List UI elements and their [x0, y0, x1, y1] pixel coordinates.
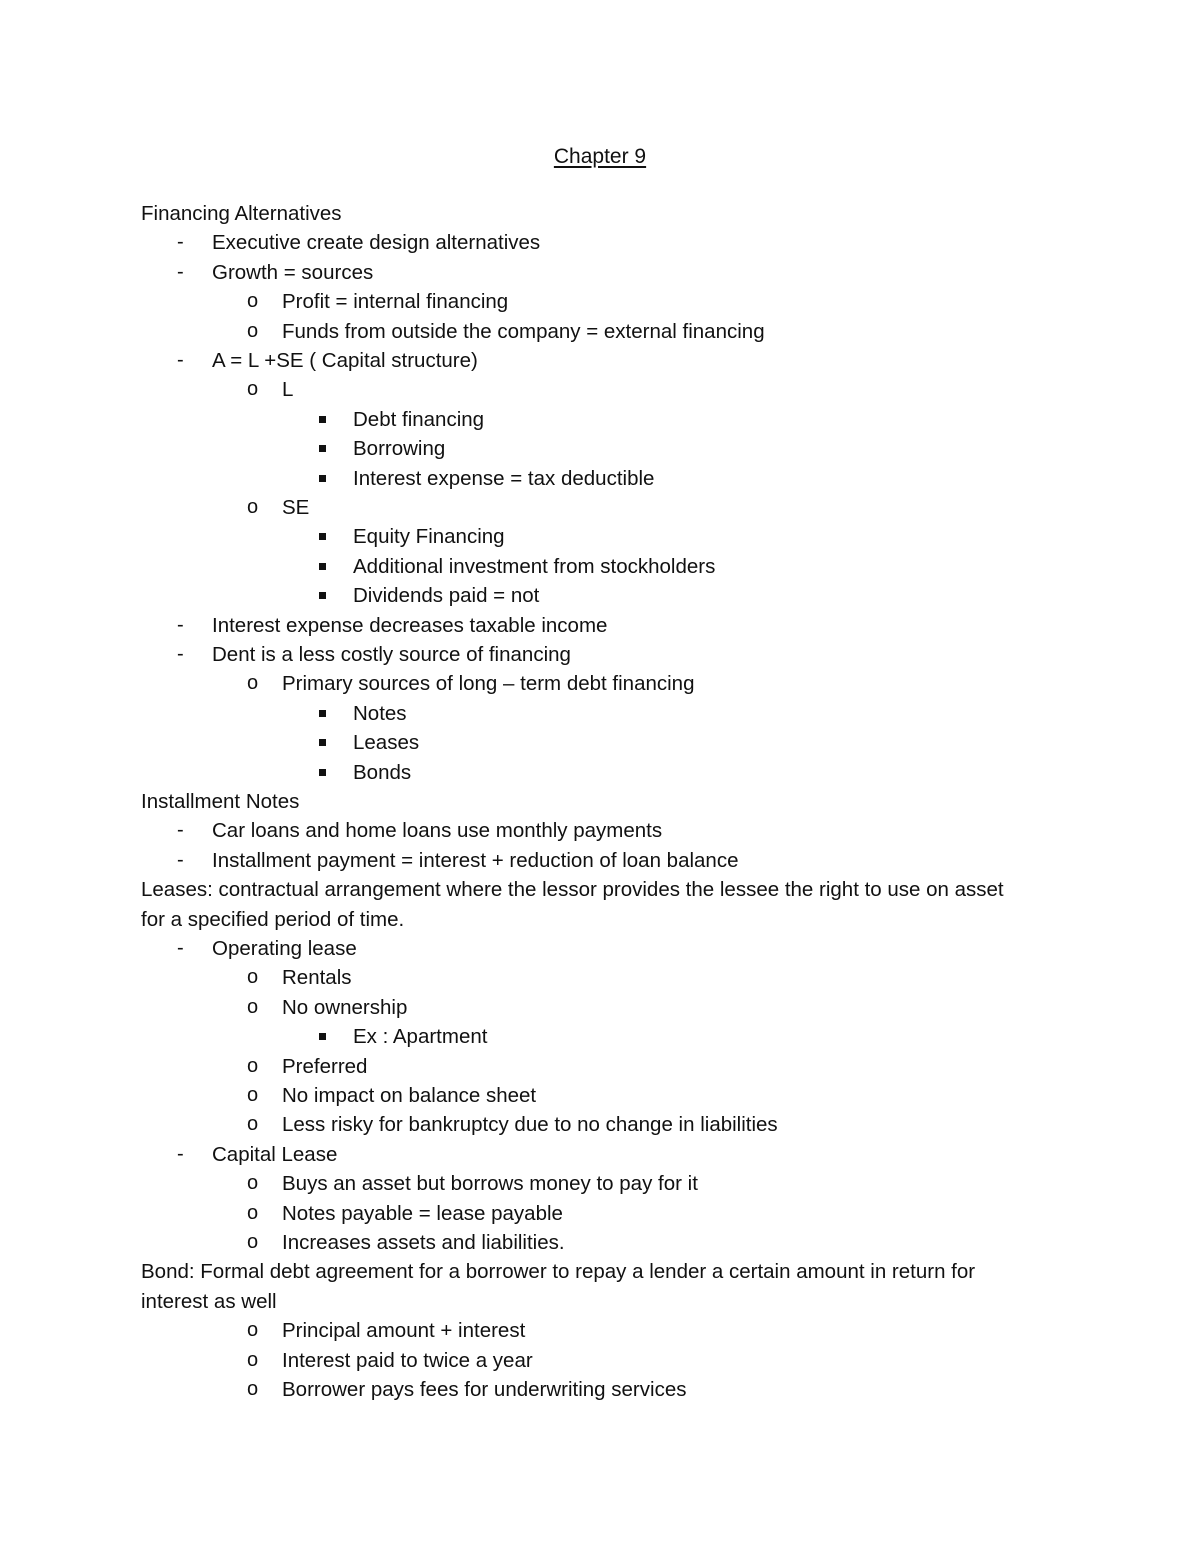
outline-item-text: Rentals — [282, 966, 352, 990]
outline-item-text: Profit = internal financing — [282, 290, 509, 314]
outline-item-text: No impact on balance sheet — [282, 1084, 537, 1107]
outline-item — [0, 758, 1200, 787]
page-title — [0, 143, 1200, 171]
outline-item — [0, 552, 1200, 581]
outline-item-text: Capital Lease — [212, 1142, 338, 1166]
dash-bullet: - — [177, 819, 184, 842]
circle-bullet: o — [247, 1231, 259, 1253]
outline-item — [0, 846, 1200, 875]
dash-bullet: - — [177, 937, 184, 959]
outline-item — [0, 1346, 1200, 1375]
outline-item-text: Growth = sources — [212, 260, 374, 284]
circle-bullet: o — [247, 1378, 259, 1400]
outline-item — [0, 434, 1200, 463]
square-bullet-icon — [319, 710, 326, 717]
outline-item — [0, 1022, 1200, 1051]
dash-bullet: - — [177, 848, 184, 871]
outline-item-text: Dent is a less costly source of financing — [212, 643, 571, 666]
square-bullet-icon — [319, 592, 326, 599]
outline-item-text: Car loans and home loans use monthly payments — [212, 819, 663, 843]
square-bullet-icon — [319, 533, 326, 540]
circle-bullet: o — [247, 966, 259, 989]
circle-bullet: o — [247, 290, 259, 313]
outline-item — [0, 1169, 1200, 1198]
outline-item-text: Notes — [353, 701, 407, 725]
dash-bullet: - — [177, 613, 184, 636]
outline-item-text: Bond: Formal debt agreement for a borrower to repay a lender a certain amount in return for — [141, 1260, 976, 1284]
outline-item-text: Interest expense decreases taxable income — [212, 613, 608, 637]
outline-item-text: L — [282, 378, 294, 402]
outline-item — [0, 875, 1200, 904]
outline-item — [0, 522, 1200, 551]
outline-item-text: Ex : Apartment — [353, 1025, 488, 1049]
outline-item — [0, 199, 1200, 228]
square-bullet-icon — [319, 769, 326, 776]
dash-bullet: - — [177, 231, 184, 254]
outline-item — [0, 493, 1200, 522]
circle-bullet: o — [247, 378, 259, 401]
outline-item-text: Funds from outside the company = external financing — [282, 319, 765, 343]
outline-item-text: Dividends paid = not — [353, 584, 540, 608]
circle-bullet: o — [247, 1172, 259, 1195]
outline-item-text: Borrowing — [353, 437, 446, 461]
outline-item-text: Equity Financing — [353, 525, 505, 549]
outline-item — [0, 934, 1200, 963]
outline-item-text: Bonds — [353, 760, 412, 784]
outline-item-text: for a specified period of time. — [141, 907, 405, 931]
dash-bullet: - — [177, 1142, 184, 1165]
outline-item-text: Buys an asset but borrows money to pay for it — [282, 1172, 698, 1196]
outline-item — [0, 581, 1200, 610]
outline-item — [0, 1140, 1200, 1169]
outline-item-text: Debt financing — [353, 407, 485, 431]
square-bullet-icon — [319, 563, 326, 570]
outline-item-text: Leases: contractual arrangement where the lessor provides the lessee the right to use on asset — [141, 878, 1004, 902]
outline-item-text: interest as well — [141, 1289, 277, 1313]
outline-item — [0, 1081, 1200, 1110]
circle-bullet: o — [247, 496, 259, 518]
circle-bullet: o — [247, 319, 259, 342]
outline-item — [0, 611, 1200, 640]
outline-item — [0, 1199, 1200, 1228]
outline-item-text: SE — [282, 496, 310, 519]
outline-item — [0, 1287, 1200, 1316]
outline-item-text: Notes payable = lease payable — [282, 1201, 563, 1225]
outline-item-text: Additional investment from stockholders — [353, 554, 716, 578]
outline-item — [0, 816, 1200, 845]
outline-item-text: Installment Notes — [141, 790, 300, 813]
outline-item — [0, 317, 1200, 346]
outline-item-text: Principal amount + interest — [282, 1319, 526, 1343]
outline-item — [0, 728, 1200, 757]
outline-item-text: No ownership — [282, 995, 408, 1019]
circle-bullet: o — [247, 1201, 259, 1224]
outline-item — [0, 1228, 1200, 1257]
outline-item-text: Primary sources of long – term debt financing — [282, 672, 695, 696]
outline-item — [0, 228, 1200, 257]
outline-item-text: Financing Alternatives — [141, 202, 342, 225]
outline-item-text: Leases — [353, 731, 420, 755]
circle-bullet: o — [247, 1319, 259, 1342]
square-bullet-icon — [319, 445, 326, 452]
outline-item — [0, 669, 1200, 698]
outline-item — [0, 1316, 1200, 1345]
outline-item — [0, 405, 1200, 434]
outline-item — [0, 1110, 1200, 1139]
outline-item-text: A = L +SE ( Capital structure) — [212, 349, 478, 372]
dash-bullet: - — [177, 643, 184, 665]
outline-item-text: Increases assets and liabilities. — [282, 1231, 565, 1254]
square-bullet-icon — [319, 475, 326, 482]
square-bullet-icon — [319, 739, 326, 746]
outline-item — [0, 1375, 1200, 1404]
outline-item-text: Preferred — [282, 1054, 368, 1078]
outline-item-text: Interest paid to twice a year — [282, 1348, 533, 1372]
dash-bullet: - — [177, 349, 184, 371]
outline-item — [0, 699, 1200, 728]
dash-bullet: - — [177, 260, 184, 283]
square-bullet-icon — [319, 1033, 326, 1040]
outline-item — [0, 1052, 1200, 1081]
outline-item — [0, 963, 1200, 992]
outline-item-text: Operating lease — [212, 937, 357, 960]
outline-item — [0, 1257, 1200, 1286]
circle-bullet: o — [247, 995, 259, 1018]
square-bullet-icon — [319, 416, 326, 423]
outline-item — [0, 375, 1200, 404]
outline-item — [0, 258, 1200, 287]
circle-bullet: o — [247, 1084, 259, 1106]
circle-bullet: o — [247, 1348, 259, 1371]
page-title-text: Chapter 9 — [553, 145, 647, 168]
outline-item — [0, 640, 1200, 669]
outline-item — [0, 464, 1200, 493]
circle-bullet: o — [247, 1054, 259, 1077]
outline-item-text: Installment payment = interest + reduction of loan balance — [212, 848, 739, 872]
outline-item-text: Borrower pays fees for underwriting services — [282, 1378, 687, 1401]
outline-item — [0, 287, 1200, 316]
circle-bullet: o — [247, 672, 259, 695]
outline-item-text: Interest expense = tax deductible — [353, 466, 655, 490]
outline-item — [0, 787, 1200, 816]
outline-item-text: Executive create design alternatives — [212, 231, 541, 255]
outline-item — [0, 993, 1200, 1022]
outline-item — [0, 905, 1200, 934]
outline-item — [0, 346, 1200, 375]
outline-item-text: Less risky for bankruptcy due to no change in liabilities — [282, 1113, 778, 1137]
circle-bullet: o — [247, 1113, 259, 1136]
